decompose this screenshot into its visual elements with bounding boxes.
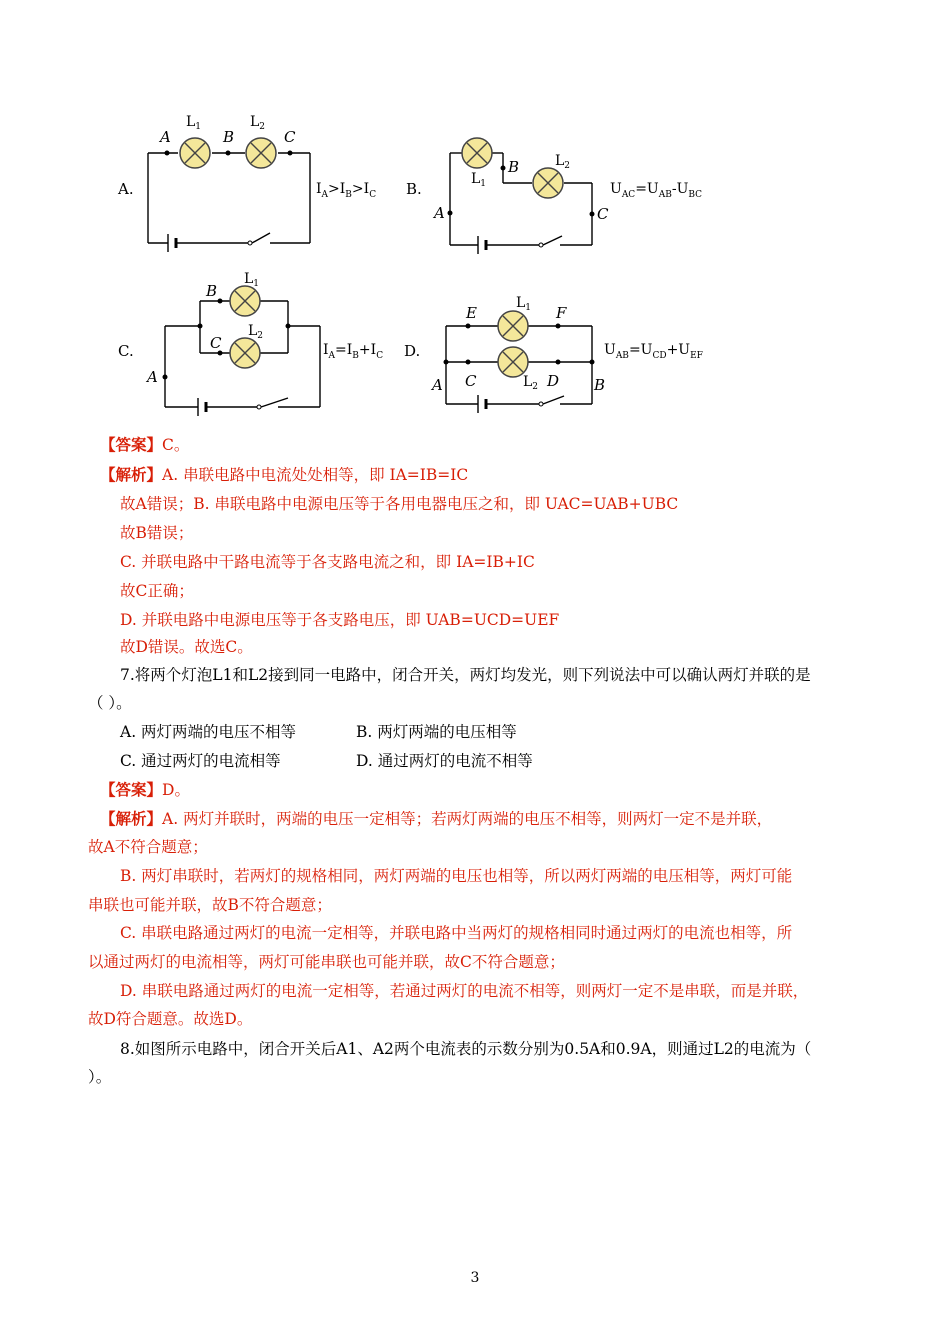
- svg-text:C: C: [465, 372, 477, 390]
- q6-analysis-line: 故B错误；: [120, 524, 194, 542]
- lamp-label: $L_1$: [186, 114, 202, 132]
- option-letter-b: B.: [406, 180, 422, 198]
- q7-option-d: D. 通过两灯的电流不相等: [356, 752, 533, 770]
- q7-option-c: C. 通过两灯的电流相等: [120, 752, 281, 770]
- circuit-d: [0, 0, 703, 430]
- q7-analysis-line: 故D符合题意。故选D。: [88, 1010, 253, 1028]
- svg-text:L1: $L_1$: [471, 171, 487, 189]
- svg-text:C: C: [597, 205, 609, 223]
- q6-analysis-line: 故A错误；B. 串联电路中电源电压等于各用电器电压之和，即 UAC=UAB+UBC: [120, 495, 679, 513]
- q7-analysis-line: 【解析】A. 两灯并联时，两端的电压一定相等；若两灯两端的电压不相等，则两灯一定不是并联，: [100, 809, 773, 828]
- q7-analysis-line: C. 串联电路通过两灯的电流一定相等，并联电路中当两灯的规格相同时通过两灯的电流也相等，所: [120, 924, 793, 942]
- svg-text:L1: $L_1$: [244, 271, 260, 289]
- formula-c: $I_A=I_B+I_C$: [323, 342, 384, 361]
- lamp-label: $L_2$: [250, 114, 266, 132]
- svg-text:B: B: [223, 128, 235, 146]
- q7-stem: （ ）。: [88, 694, 132, 712]
- q7-analysis-line: 故A不符合题意；: [88, 838, 208, 856]
- q7-answer: 【答案】D。: [100, 780, 190, 799]
- svg-text:D: D: [547, 372, 560, 390]
- svg-text:C: C: [210, 334, 222, 352]
- q8-stem: 8.如图所示电路中，闭合开关后A1、A2两个电流表的示数分别为0.5A和0.9A，则通过L2的电流为（: [120, 1040, 812, 1058]
- q6-analysis-line: C. 并联电路中干路电流等于各支路电流之和，即 IA=IB+IC: [120, 553, 535, 571]
- svg-text:A: A: [432, 376, 443, 394]
- svg-text:A: A: [147, 368, 158, 386]
- svg-text:F: F: [556, 304, 567, 322]
- q7-analysis-line: D. 串联电路通过两灯的电流一定相等，若通过两灯的电流不相等，则两灯一定不是串联，而是并联，: [120, 982, 809, 1000]
- q6-analysis-line: D. 并联电路中电源电压等于各支路电压，即 UAB=UCD=UEF: [120, 611, 560, 629]
- svg-text:A: A: [160, 128, 171, 146]
- option-letter-c: C.: [118, 342, 134, 360]
- svg-text:L2: $L_2$: [248, 323, 264, 341]
- q7-analysis-line: 串联也可能并联，故B不符合题意；: [88, 896, 332, 914]
- svg-text:A: A: [434, 204, 445, 222]
- q6-answer: 【答案】C。: [100, 435, 190, 454]
- formula-b: $U_{AC}=U_{AB}-U_{BC}$: [610, 181, 703, 200]
- page-number: 3: [470, 1270, 480, 1286]
- option-letter-d: D.: [404, 342, 421, 360]
- svg-text:L2: $L_2$: [555, 153, 571, 171]
- formula-a: $I_A>I_B>I_C$: [316, 181, 377, 200]
- svg-text:L1: $L_1$: [516, 295, 532, 313]
- svg-text:L2: $L_2$: [523, 374, 539, 392]
- lamp-icon: [498, 311, 528, 341]
- svg-text:B: B: [206, 282, 218, 300]
- q7-analysis-line: 以通过两灯的电流相等，两灯可能串联也可能并联，故C不符合题意；: [88, 953, 565, 971]
- formula-d: $U_{AB}=U_{CD}+U_{EF}$: [604, 342, 703, 361]
- q7-option-b: B. 两灯两端的电压相等: [356, 723, 517, 741]
- q6-analysis-line: 故C正确；: [120, 582, 194, 600]
- q6-analysis-line: 【解析】A. 串联电路中电流处处相等，即 IA=IB=IC: [100, 465, 469, 484]
- q7-analysis-line: B. 两灯串联时，若两灯的规格相同，两灯两端的电压也相等，所以两灯两端的电压相等，两灯可能: [120, 867, 793, 885]
- q8-stem: ）。: [88, 1068, 112, 1086]
- lamp-icon: [498, 347, 528, 377]
- svg-text:C: C: [284, 128, 296, 146]
- option-letter-a: A.: [118, 180, 134, 198]
- svg-text:B: B: [508, 158, 520, 176]
- svg-text:E: E: [466, 304, 477, 322]
- svg-text:B: B: [594, 376, 606, 394]
- q7-option-a: A. 两灯两端的电压不相等: [120, 723, 297, 741]
- q6-analysis-line: 故D错误。故选C。: [120, 638, 253, 656]
- q7-stem: 7.将两个灯泡L1和L2接到同一电路中，闭合开关，两灯均发光，则下列说法中可以确认两灯并联的是: [120, 666, 811, 684]
